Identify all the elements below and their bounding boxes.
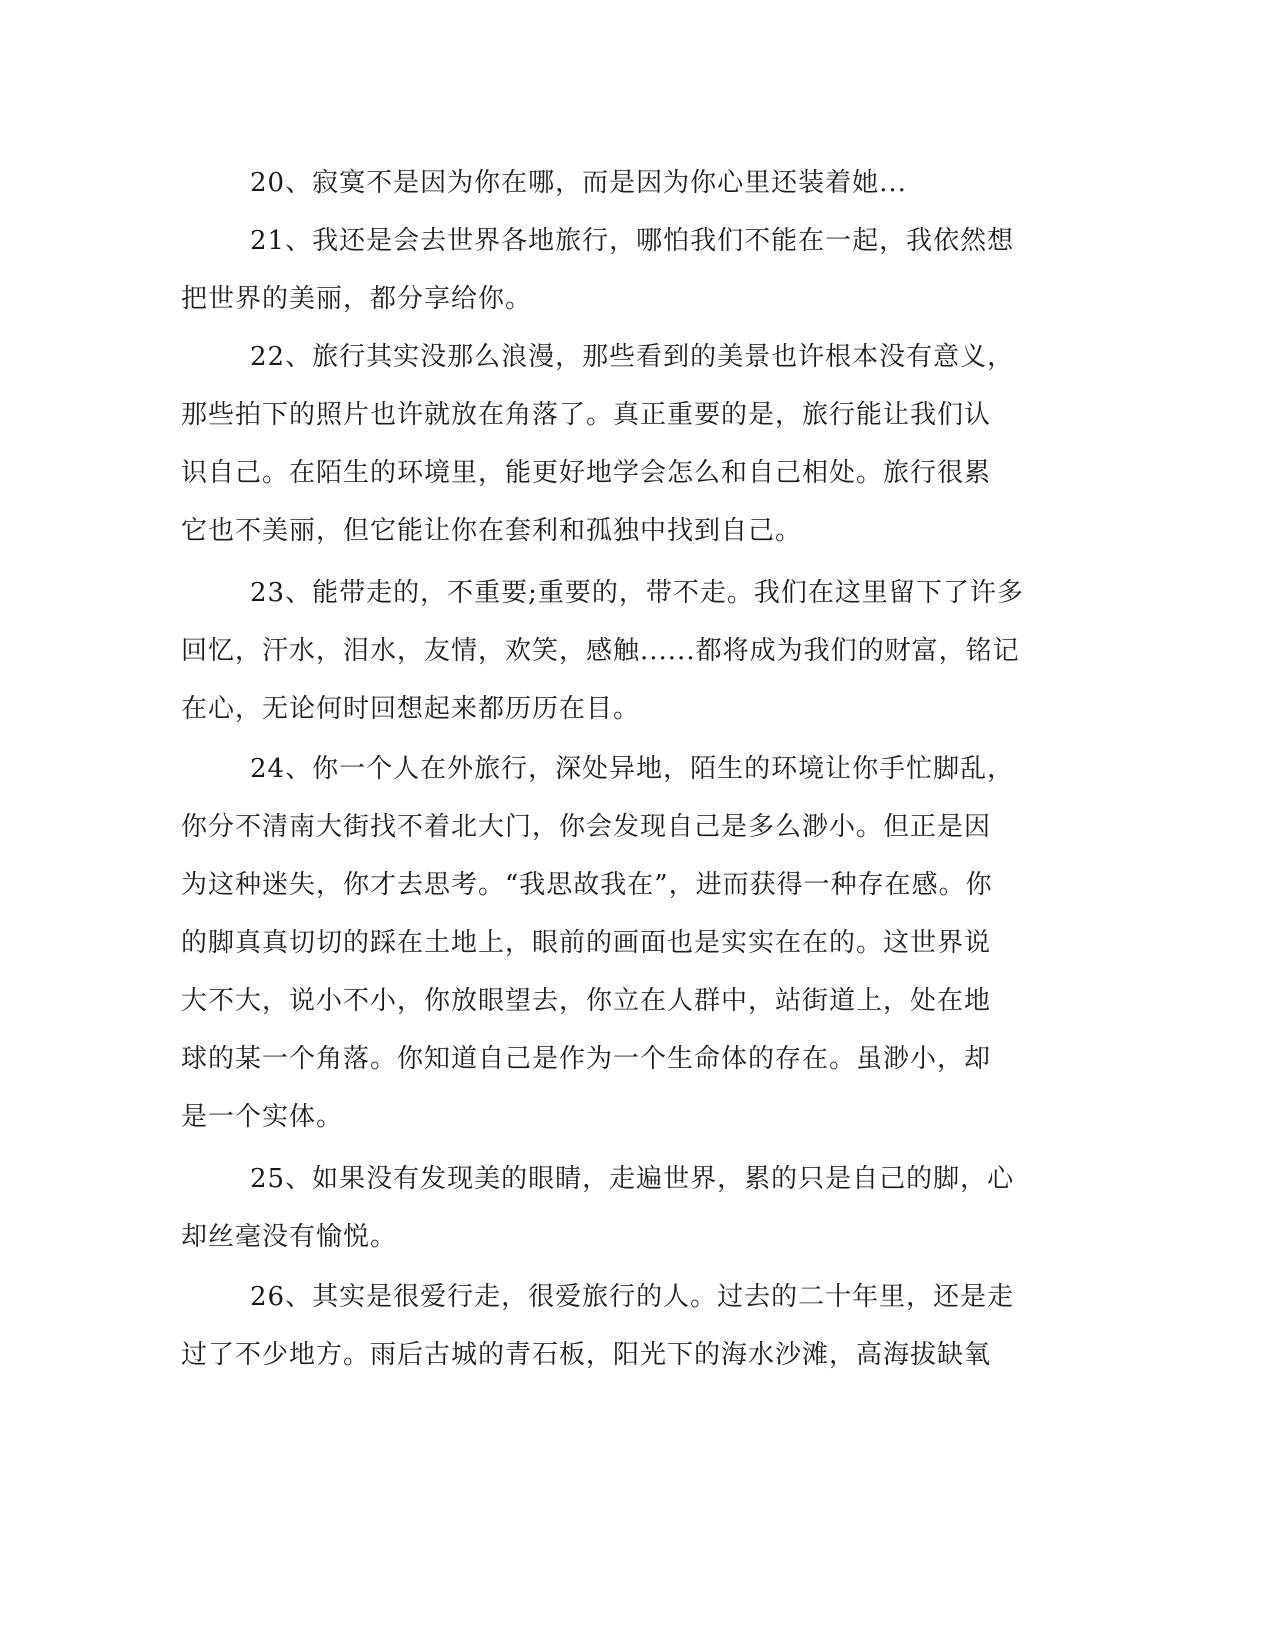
paragraph-24-line-2: 你分不清南大街找不着北大门，你会发现自己是多么渺小。但正是因: [181, 812, 992, 842]
paragraph-22-line-2: 那些拍下的照片也许就放在角落了。真正重要的是，旅行能让我们认: [181, 400, 992, 430]
paragraph-20-line-1: 20、寂寞不是因为你在哪，而是因为你心里还装着她...: [250, 168, 907, 198]
paragraph-24-line-1: 24、你一个人在外旅行，深处异地，陌生的环境让你手忙脚乱，: [250, 754, 1015, 784]
paragraph-23-line-1: 23、能带走的，不重要;重要的，带不走。我们在这里留下了许多: [250, 578, 1024, 608]
paragraph-24-line-4: 的脚真真切切的踩在土地上，眼前的画面也是实实在在的。这世界说: [181, 928, 992, 958]
paragraph-21-line-1: 21、我还是会去世界各地旅行，哪怕我们不能在一起，我依然想: [250, 226, 1015, 256]
paragraph-25-line-1: 25、如果没有发现美的眼睛，走遍世界，累的只是自己的脚，心: [250, 1164, 1015, 1194]
paragraph-21-line-2: 把世界的美丽，都分享给你。: [181, 284, 533, 314]
paragraph-25-line-2: 却丝毫没有愉悦。: [181, 1222, 398, 1252]
paragraph-22-line-4: 它也不美丽，但它能让你在套利和孤独中找到自己。: [181, 516, 803, 546]
paragraph-22-line-1: 22、旅行其实没那么浪漫，那些看到的美景也许根本没有意义，: [250, 342, 1015, 372]
paragraph-24-line-5: 大不大，说小不小，你放眼望去，你立在人群中，站街道上，处在地: [181, 986, 992, 1016]
paragraph-24-line-7: 是一个实体。: [181, 1102, 344, 1132]
paragraph-24-line-3: 为这种迷失，你才去思考。“我思故我在”，进而获得一种存在感。你: [181, 870, 993, 900]
paragraph-24-line-6: 球的某一个角落。你知道自己是作为一个生命体的存在。虽渺小，却: [181, 1044, 992, 1074]
paragraph-22-line-3: 识自己。在陌生的环境里，能更好地学会怎么和自己相处。旅行很累: [181, 458, 992, 488]
paragraph-23-line-3: 在心，无论何时回想起来都历历在目。: [181, 694, 641, 724]
paragraph-26-line-1: 26、其实是很爱行走，很爱旅行的人。过去的二十年里，还是走: [250, 1282, 1015, 1312]
paragraph-23-line-2: 回忆，汗水，泪水，友情，欢笑，感触......都将成为我们的财富，铭记: [181, 636, 1020, 666]
paragraph-26-line-2: 过了不少地方。雨后古城的青石板，阳光下的海水沙滩，高海拔缺氧: [181, 1340, 992, 1370]
